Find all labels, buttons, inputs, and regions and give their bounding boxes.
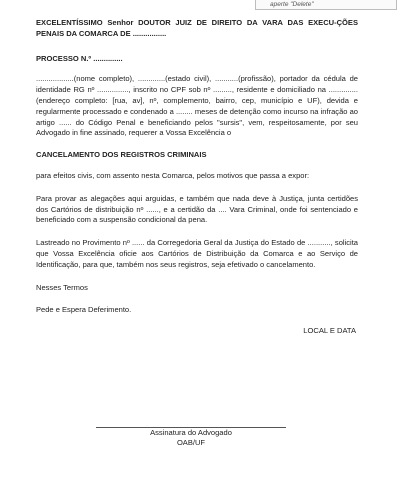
purpose-paragraph: para efeitos civis, com assento nesta Comarca, pelos motivos que passa a expor:	[36, 170, 310, 180]
subject-title: CANCELAMENTO DOS REGISTROS CRIMINAIS	[36, 150, 207, 160]
request-paragraph: Lastreado no Provimento nº ...... da Corregedoria Geral da Justiça do Estado de ..........., solicita que Vossa Excelência oficie aos Cartórios de Distribuição da Comarca e ao Serviço de Identificação, para que, também nos seus registros, seja efetivado o cancelamento.	[36, 238, 358, 269]
intro-paragraph: ..................(nome completo), .............(estado civil), ...........(profissão), portador da cédula de identidade RG nº ..............., inscrito no CPF sob nº ........., residente e domiciliado na ..............(endereço completo: [rua, av], nº, complemento, bairro, cep, município e UF), devida e regularmente processado e condenado a ........ meses de detenção como incurso na infração ao artigo ...... do Código Penal e beneficiando pelos "sursis", vem, respeitosamente, por seu Advogado in fine assinado, requerer a Vossa Excelência o	[36, 74, 358, 138]
addressee-heading: EXCELENTÍSSIMO Senhor DOUTOR JUIZ DE DIREITO DA VARA DAS EXECU-ÇÕES PENAIS DA COMARCA DE ................	[36, 18, 358, 38]
delete-hint-box: aperte "Delete"	[255, 0, 397, 10]
proof-paragraph: Para provar as alegações aqui arguidas, e também que nada deve à Justiça, junta certidões dos Cartórios de distribuição nº ......, e a certidão da .... Vara Criminal, onde foi sentenciado e beneficiado com a suspensão condicional da pena.	[36, 193, 358, 225]
closing-request: Pede e Espera Deferimento.	[36, 305, 132, 315]
place-date: LOCAL E DATA	[303, 326, 356, 336]
petition-document	[36, 18, 358, 337]
process-number: PROCESSO N.º ..............	[36, 53, 123, 63]
oab-label: OAB/UF	[176, 438, 206, 447]
signature-label: Assinatura do Advogado	[150, 428, 232, 437]
closing-terms: Nesses Termos	[36, 282, 88, 292]
